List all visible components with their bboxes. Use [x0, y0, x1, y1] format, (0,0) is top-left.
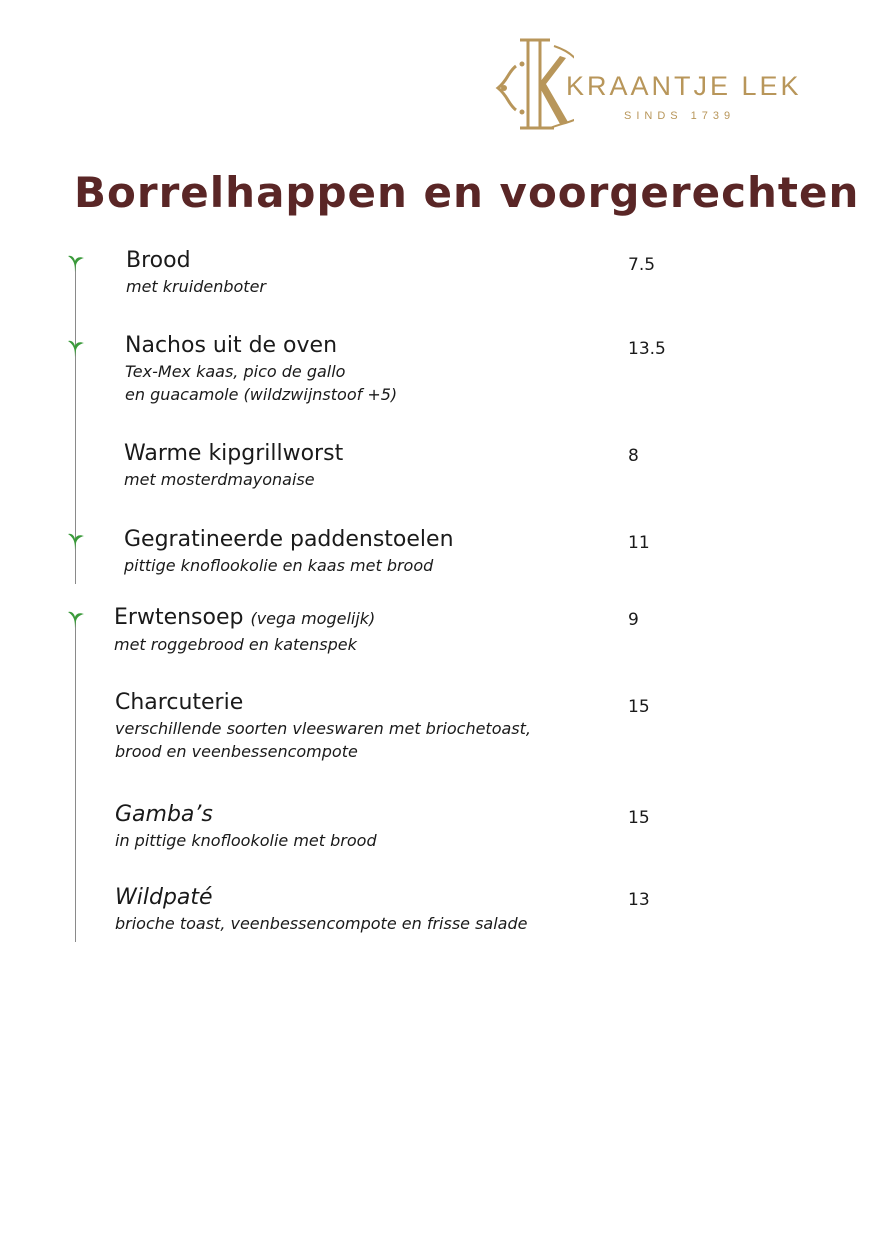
brand-tagline: SINDS 1739: [624, 110, 736, 122]
sprout-icon: [62, 252, 86, 274]
item-price: 13: [628, 890, 650, 910]
page-title: Borrelhappen en voorgerechten: [74, 168, 860, 217]
sprout-icon: [62, 337, 86, 359]
item-price: 13.5: [628, 339, 666, 359]
item-note: (vega mogelijk): [250, 609, 376, 628]
brand-logo: [494, 36, 804, 136]
item-name: [114, 604, 375, 633]
item-price: 11: [628, 533, 650, 553]
item-description: en guacamole (wildzwijnstoof +5): [125, 385, 398, 404]
menu-item: [115, 884, 527, 935]
item-name: Gamba’s: [115, 802, 213, 827]
item-description: in pittige knoflookolie met brood: [115, 831, 377, 850]
item-description: verschillende soorten vleeswaren met briochetoast,: [115, 719, 531, 738]
item-name-text: Erwtensoep: [114, 605, 244, 630]
item-price: 9: [628, 610, 639, 630]
item-description: met kruidenboter: [126, 277, 266, 296]
item-description: met mosterdmayonaise: [124, 470, 315, 489]
kraantje-lek-logo-emblem: [494, 36, 574, 136]
item-name: Brood: [126, 248, 191, 273]
item-name: Wildpaté: [115, 885, 213, 910]
menu-item: [124, 526, 454, 577]
brand-name: KRAANTJE LEK: [566, 71, 802, 101]
item-price: 7.5: [628, 255, 656, 275]
item-name: Nachos uit de oven: [125, 333, 338, 358]
item-description: pittige knoflookolie en kaas met brood: [124, 556, 434, 575]
item-description: brood en veenbessencompote: [115, 742, 358, 761]
item-price: 8: [628, 446, 639, 466]
item-description: Tex-Mex kaas, pico de gallo: [125, 362, 346, 381]
menu-item: [125, 332, 397, 406]
sprout-icon: [62, 530, 86, 552]
vine-line-lower: [75, 618, 76, 942]
menu-item: [115, 689, 531, 763]
item-price: 15: [628, 697, 650, 717]
item-price: 15: [628, 808, 650, 828]
sprout-icon: [62, 608, 86, 630]
menu-item: [114, 604, 375, 656]
menu-item: [115, 801, 377, 852]
item-description: met roggebrood en katenspek: [114, 635, 357, 654]
menu-item: [124, 440, 343, 491]
menu-item: [126, 247, 266, 298]
item-name: Gegratineerde paddenstoelen: [124, 527, 454, 552]
item-description: brioche toast, veenbessencompote en frisse salade: [115, 914, 528, 933]
item-name: Warme kipgrillworst: [124, 441, 344, 466]
item-name: Charcuterie: [115, 690, 244, 715]
